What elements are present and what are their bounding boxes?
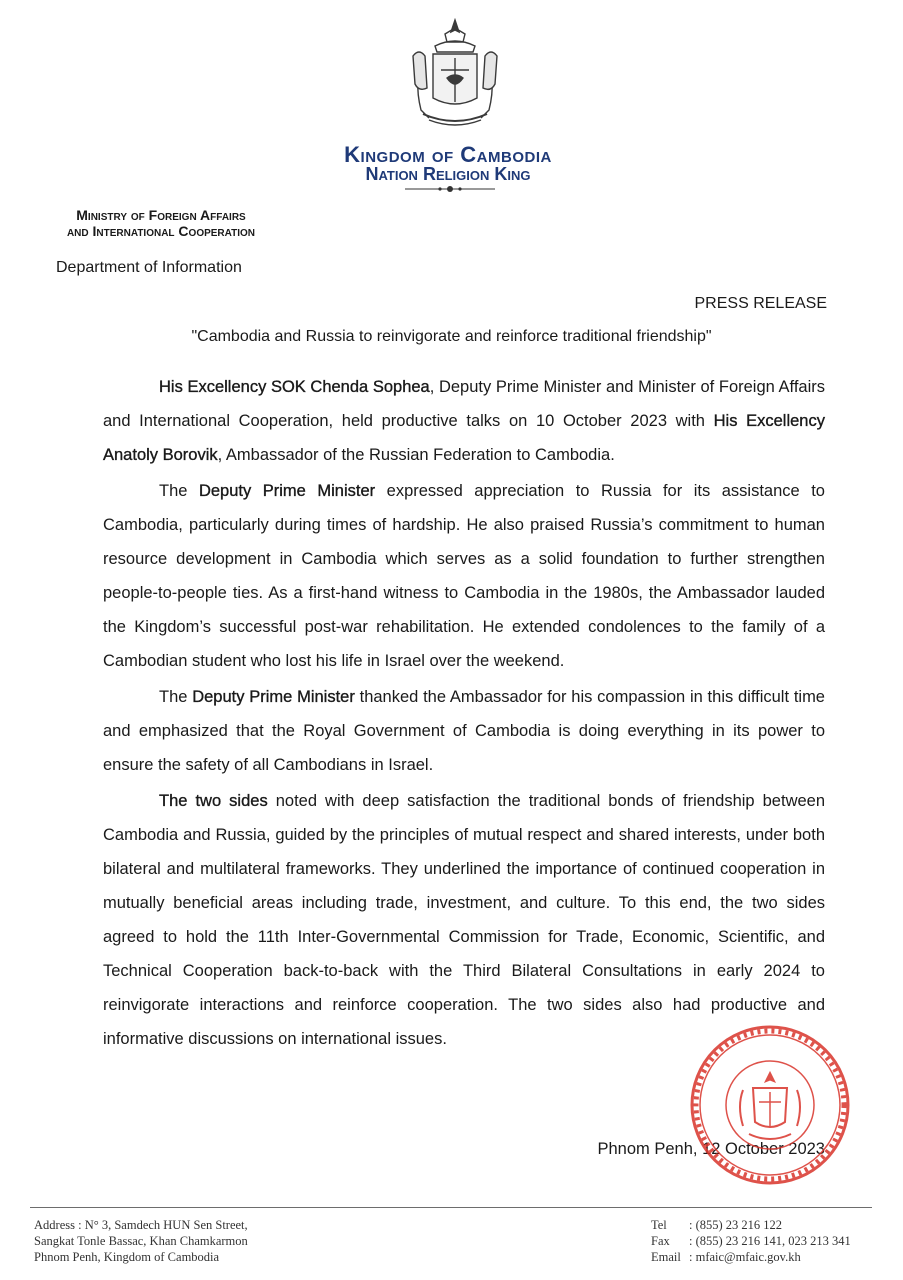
paragraph-text: , Ambassador of the Russian Federation to Cambodia. [217,446,615,464]
kingdom-title: Kingdom of Cambodia [344,142,552,167]
department-name: Department of Information [56,259,242,276]
press-release-headline: "Cambodia and Russia to reinvigorate and reinforce traditional friendship" [191,328,712,345]
national-motto: Nation Religion King [365,164,531,184]
royal-coat-of-arms-icon [405,18,505,130]
address-line: Sangkat Tonle Bassac, Khan Chamkarmon [34,1234,248,1248]
address-line: Address : N° 3, Samdech HUN Sen Street, [34,1218,248,1232]
ministry-name-line1: Ministry of Foreign Affairs [76,207,246,223]
body-paragraph [103,474,825,678]
footer-divider [30,1207,872,1208]
paragraph-text: The [159,482,199,500]
press-release-label: PRESS RELEASE [694,295,827,312]
paragraph-text: expressed appreciation to Russia for its assistance to Cambodia, particularly during times of hardship. He also praised Russia’s commitment to human resource development in Cambodia which serves as a solid foundation to further strengthen people-to-people ties. As a first-hand witness to Cambodia in the 1980s, the Ambassador lauded the Kingdom’s successful post-war rehabilitation. He extended condolences to the family of a Cambodian student who lost his life in Israel over the weekend. [103,482,825,670]
paragraph-text: The [159,688,193,706]
footer-contacts [651,1217,851,1265]
footer-address [34,1217,248,1265]
contact-tel: Tel : (855) 23 216 122 [651,1218,783,1232]
dateline: Phnom Penh, 12 October 2023 [597,1140,825,1158]
official-ministry-seal-icon [685,1010,855,1200]
address-line: Phnom Penh, Kingdom of Cambodia [34,1250,220,1264]
body-paragraph [103,370,825,472]
emphasized-text: Deputy Prime Minister [198,482,376,500]
emphasized-text: The two sides [159,792,268,810]
press-release-body [103,370,825,1058]
paragraph-text: , Deputy Prime Minister and Minister of Foreign Affairs and International Cooperation, held productive talks on 10 October 2023 with [103,378,825,430]
emphasized-text: His Excellency Anatoly Borovik [103,412,825,464]
contact-fax: Fax : (855) 23 216 141, 023 213 341 [651,1234,851,1248]
contact-email: Email : mfaic@mfaic.gov.kh [651,1250,801,1264]
ministry-name-line2: and International Cooperation [66,223,256,239]
emphasized-text: His Excellency SOK Chenda Sophea [159,378,430,396]
emphasized-text: Deputy Prime Minister [192,688,355,706]
ornamental-divider-icon [405,184,495,194]
paragraph-text: thanked the Ambassador for his compassion in this difficult time and emphasized that the Royal Government of Cambodia is doing everything in its power to ensure the safety of all Cambodians in Israel. [103,688,825,774]
paragraph-text: noted with deep satisfaction the traditional bonds of friendship between Cambodia and Russia, guided by the principles of mutual respect and shared interests, under both bilateral and multilateral frameworks. They underlined the importance of continued cooperation in mutually beneficial areas including trade, investment, and culture. To this end, the two sides agreed to hold the 11th Inter-Governmental Commission for Trade, Economic, Scientific, and Technical Cooperation back-to-back with the Third Bilateral Consultations in early 2024 to reinvigorate interactions and reinforce cooperation. The two sides also had productive and informative discussions on international issues. [103,792,826,1048]
body-paragraph [103,680,825,782]
